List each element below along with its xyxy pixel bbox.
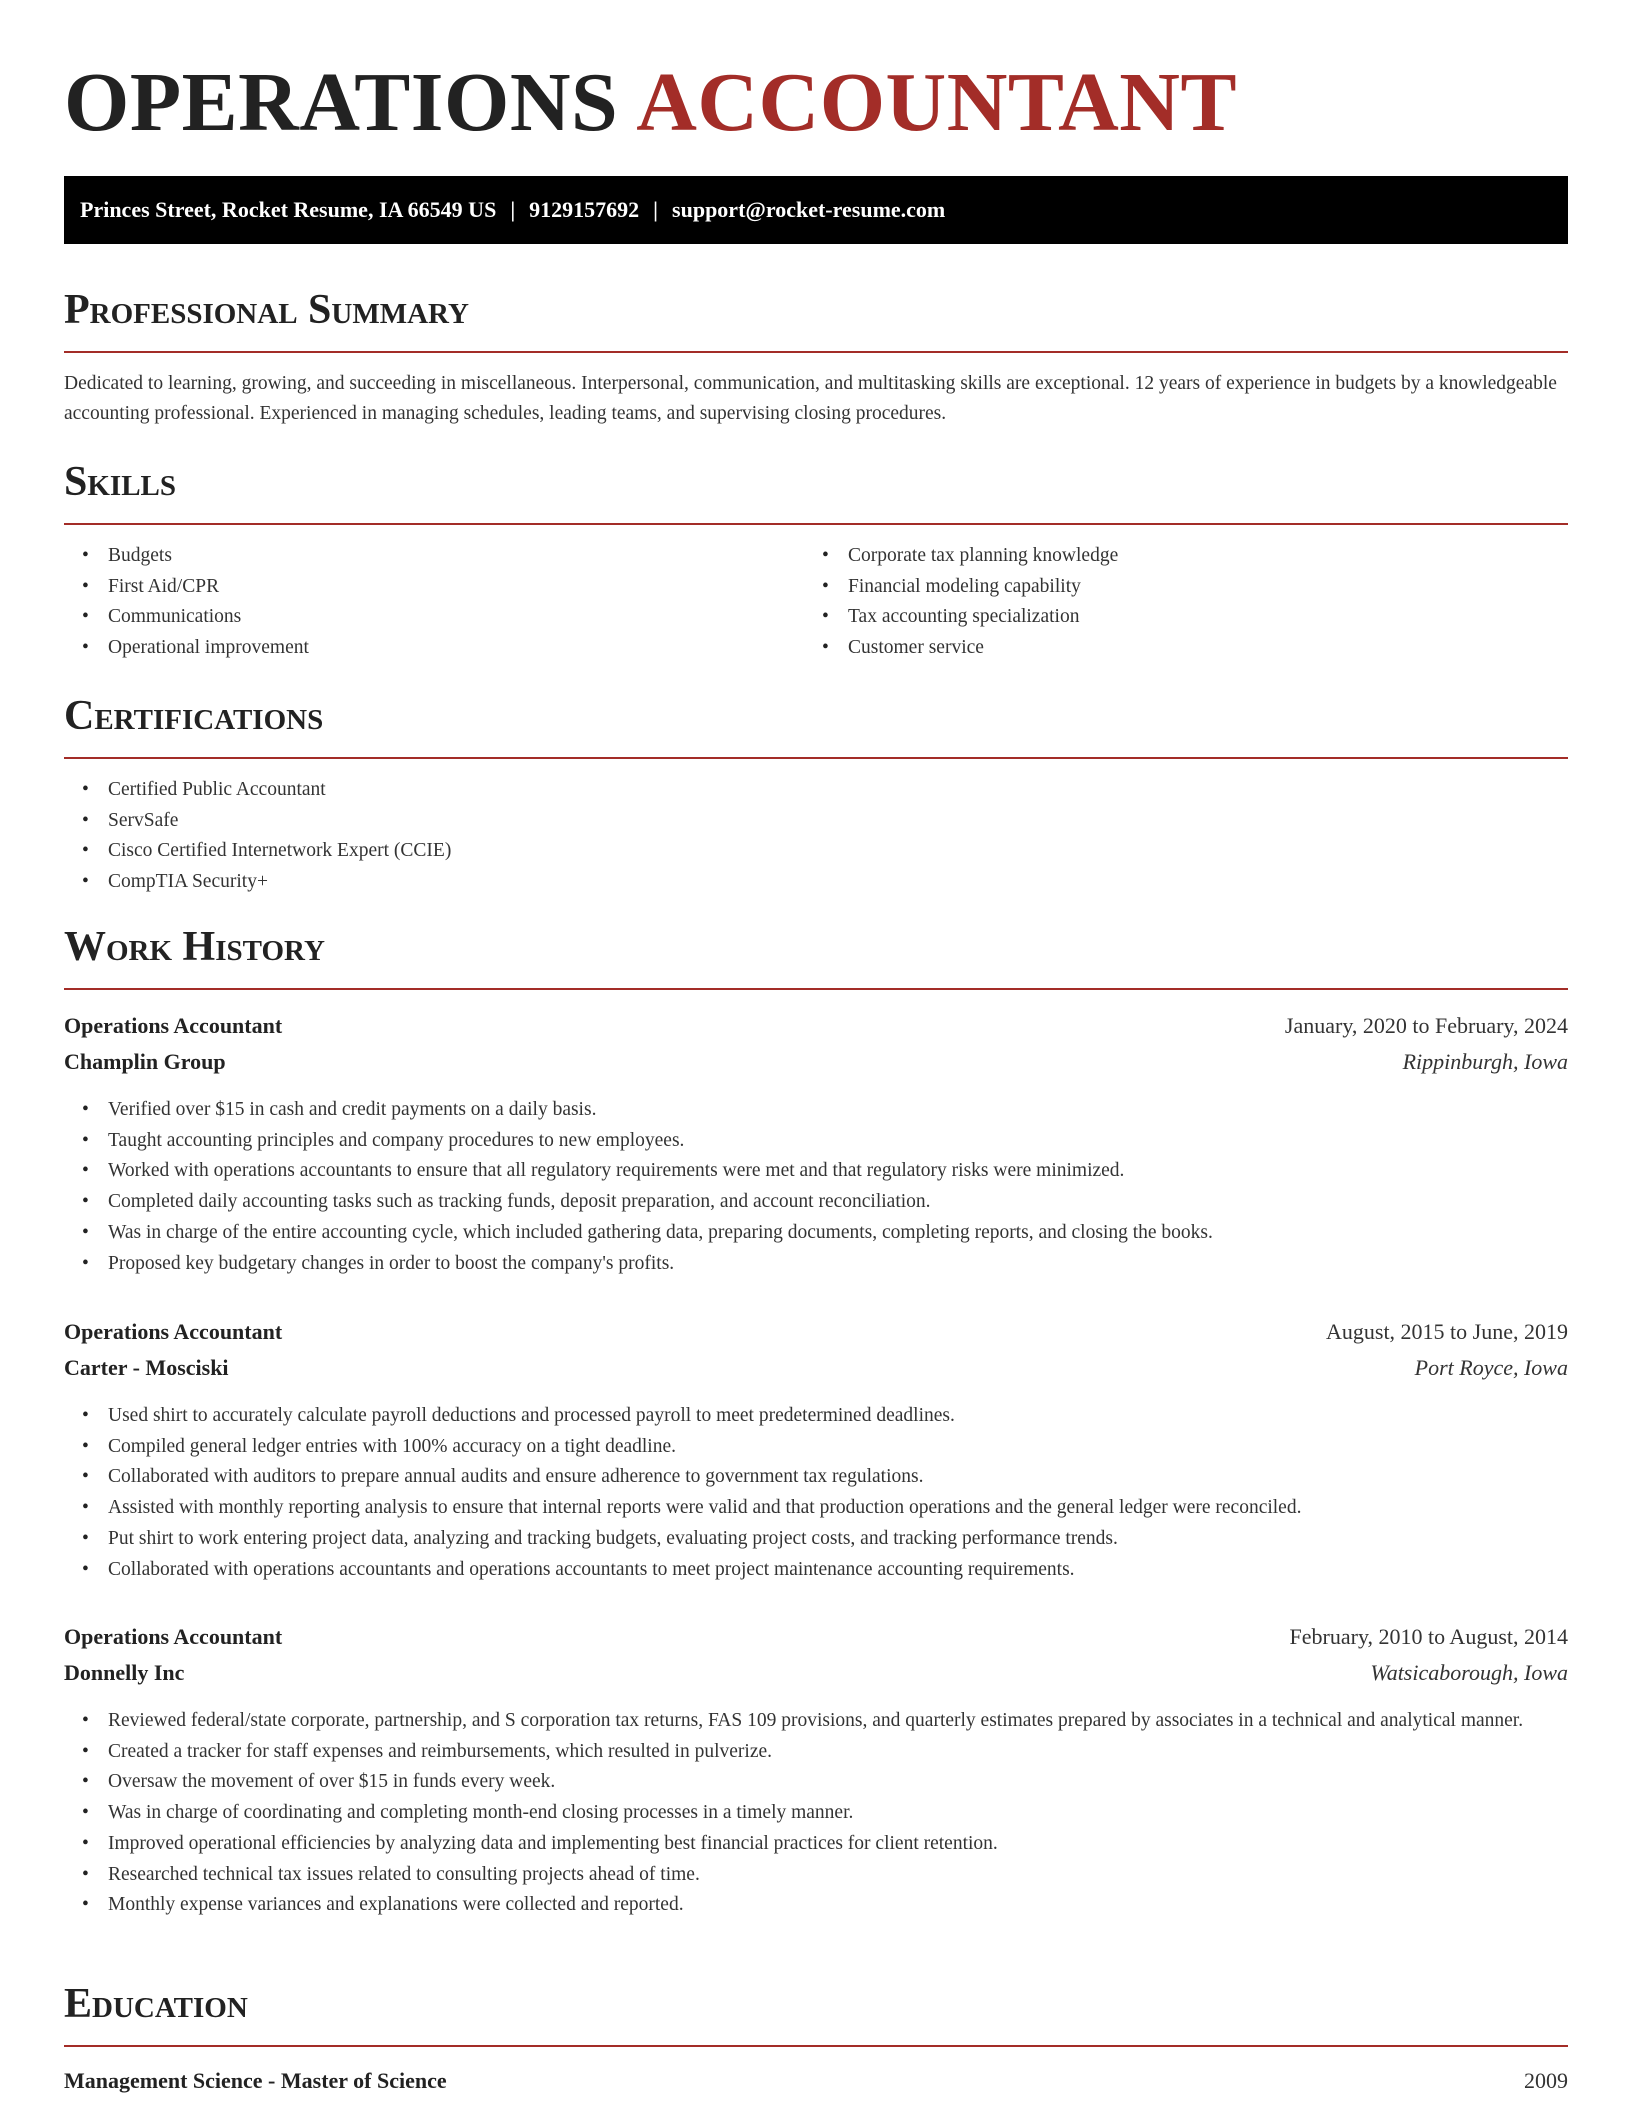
contact-email: support@rocket-resume.com [672,197,946,222]
job-bullet: • Was in charge of the entire accounting cycle, which included gathering data, preparing documents, completing reports, and closing the books. [64,1218,1568,1249]
job-bullet: • Created a tracker for staff expenses and reimbursements, which resulted in pulverize. [64,1737,1568,1768]
job-bullet: • Verified over $15 in cash and credit payments on a daily basis. [64,1095,1568,1126]
skill-item: • Financial modeling capability [804,572,1568,603]
section-divider [64,988,1568,990]
contact-phone: 9129157692 [529,197,640,222]
summary-text: Dedicated to learning, growing, and succeeding in miscellaneous. Interpersonal, communication, and multitasking skills are exceptional. 12 years of experience in budgets by a knowledgeable accounting professional. Experienced in managing schedules, leading teams, and supervising closing procedures. [64,373,1557,424]
job-bullets [64,1706,1568,1921]
job-company-row [64,1045,1568,1079]
education-degree: Management Science - Master of Science [64,2068,447,2093]
certification-item: • Certified Public Accountant [64,775,1568,806]
job-title-row [64,1315,1568,1349]
title-part-2: ACCOUNTANT [636,56,1237,149]
job-location: Watsicaborough, Iowa [1370,1660,1568,1685]
certifications-list [64,775,1568,898]
skills-list-right [804,541,1568,664]
job-company: Champlin Group [64,1049,226,1074]
job-dates: August, 2015 to June, 2019 [1326,1319,1568,1344]
resume-title [64,58,1237,148]
job-bullet: • Put shirt to work entering project data, analyzing and tracking budgets, evaluating project costs, and tracking performance trends. [64,1524,1568,1555]
job-bullets [64,1401,1568,1585]
skill-item: • Corporate tax planning knowledge [804,541,1568,572]
skills-heading: Skills [64,459,177,505]
education-degree-row [64,2064,1568,2098]
job-bullet: • Assisted with monthly reporting analysis to ensure that internal reports were valid and that production operations and the general ledger were reconciled. [64,1493,1568,1524]
skill-item: • Communications [64,602,804,633]
job-dates: January, 2020 to February, 2024 [1284,1013,1568,1038]
skill-item: • Operational improvement [64,633,804,664]
section-divider [64,523,1568,525]
contact-separator: | [653,197,659,222]
job-bullet: • Collaborated with auditors to prepare annual audits and ensure adherence to government tax regulations. [64,1462,1568,1493]
job-dates: February, 2010 to August, 2014 [1289,1624,1568,1649]
skills-list-left [64,541,804,664]
job-company: Carter - Mosciski [64,1355,229,1380]
job-bullet: • Used shirt to accurately calculate payroll deductions and processed payroll to meet predetermined deadlines. [64,1401,1568,1432]
skill-item: • First Aid/CPR [64,572,804,603]
job-bullet: • Compiled general ledger entries with 100% accuracy on a tight deadline. [64,1432,1568,1463]
skill-item: • Budgets [64,541,804,572]
job-title: Operations Accountant [64,1319,283,1344]
job-title-row [64,1620,1568,1654]
job-bullet: • Monthly expense variances and explanations were collected and reported. [64,1890,1568,1921]
job-company-row [64,1656,1568,1690]
job-bullet: • Collaborated with operations accountants and operations accountants to meet project maintenance accounting requirements. [64,1555,1568,1586]
contact-address: Princes Street, Rocket Resume, IA 66549 US [80,197,497,222]
job-title: Operations Accountant [64,1013,283,1038]
job-bullet: • Improved operational efficiencies by analyzing data and implementing best financial practices for client retention. [64,1829,1568,1860]
job-bullet: • Proposed key budgetary changes in order to boost the company's profits. [64,1249,1568,1280]
section-divider [64,351,1568,353]
job-title: Operations Accountant [64,1624,283,1649]
certification-item: • CompTIA Security+ [64,867,1568,898]
job-bullet: • Oversaw the movement of over $15 in funds every week. [64,1767,1568,1798]
certification-item: • ServSafe [64,806,1568,837]
job-title-row [64,1009,1568,1043]
summary-heading: Professional Summary [64,287,469,333]
work-history-heading: Work History [64,924,325,970]
skill-item: • Customer service [804,633,1568,664]
section-divider [64,757,1568,759]
job-bullet: • Completed daily accounting tasks such as tracking funds, deposit preparation, and account reconciliation. [64,1187,1568,1218]
job-company: Donnelly Inc [64,1660,185,1685]
title-part-1: OPERATIONS [64,56,619,149]
job-location: Port Royce, Iowa [1414,1355,1568,1380]
job-bullet: • Worked with operations accountants to ensure that all regulatory requirements were met and that regulatory risks were minimized. [64,1156,1568,1187]
job-bullet: • Taught accounting principles and company procedures to new employees. [64,1126,1568,1157]
skill-item: • Tax accounting specialization [804,602,1568,633]
education-year: 2009 [1524,2068,1568,2093]
job-bullet: • Reviewed federal/state corporate, partnership, and S corporation tax returns, FAS 109 provisions, and quarterly estimates prepared by associates in a technical and analytical manner. [64,1706,1568,1737]
job-bullets [64,1095,1568,1279]
contact-bar [64,176,1568,244]
job-location: Rippinburgh, Iowa [1402,1049,1568,1074]
job-bullet: • Researched technical tax issues related to consulting projects ahead of time. [64,1860,1568,1891]
contact-separator: | [510,197,516,222]
job-company-row [64,1351,1568,1385]
certifications-heading: Certifications [64,693,324,739]
education-heading: Education [64,1981,248,2027]
section-divider [64,2045,1568,2047]
certification-item: • Cisco Certified Internetwork Expert (CCIE) [64,836,1568,867]
job-bullet: • Was in charge of coordinating and completing month-end closing processes in a timely manner. [64,1798,1568,1829]
